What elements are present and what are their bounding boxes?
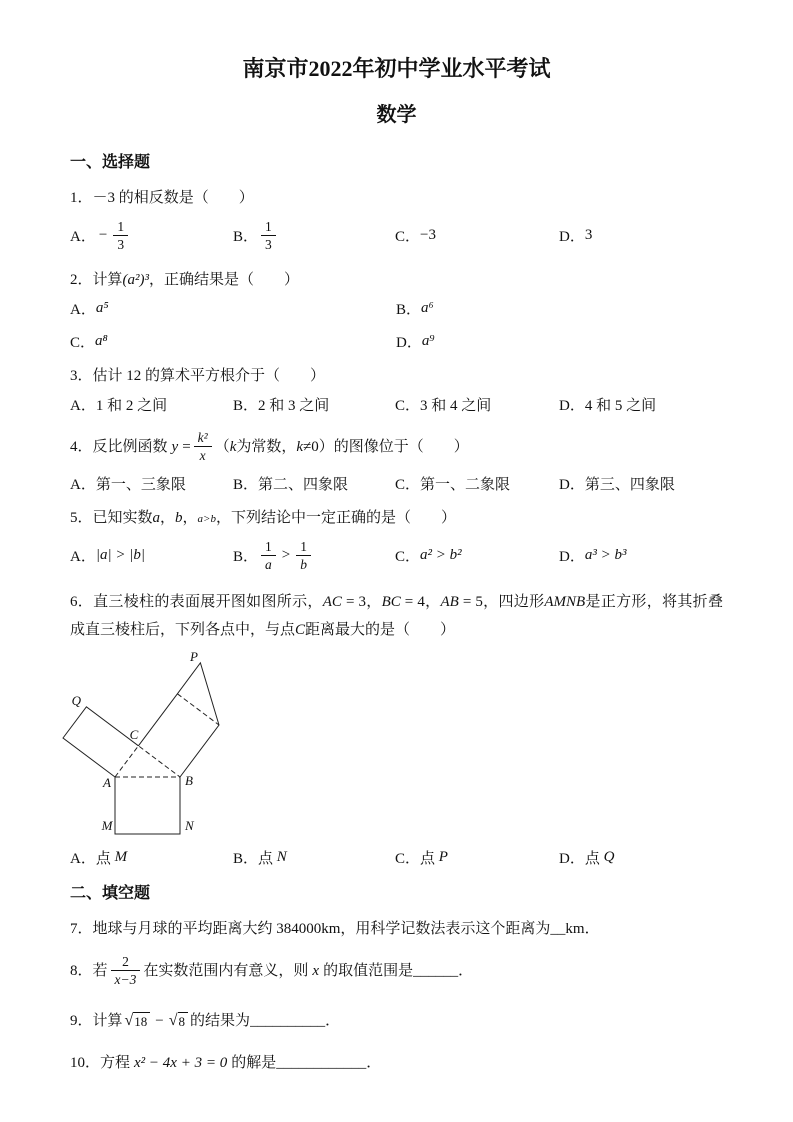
option-label: C．	[395, 549, 421, 566]
figure-label-n: N	[185, 817, 194, 833]
option-5-a	[70, 545, 233, 566]
question-1-stem: 1．－3 的相反数是（ ）	[70, 189, 254, 206]
option-label: C．	[70, 334, 96, 351]
equation: x² − 4x + 3 = 0	[134, 1054, 228, 1071]
answer-blank: __	[550, 920, 566, 937]
question-3-stem: 3．估计 12 的算术平方根介于（ ）	[70, 367, 326, 384]
stem-text: ．	[458, 962, 474, 979]
stem-text: ≠0）的图像位于（ ）	[303, 438, 469, 455]
sqrt-expression	[125, 1012, 151, 1030]
option-6-d	[559, 847, 723, 868]
option-label: D．	[559, 549, 585, 566]
stem-text: km．	[565, 920, 600, 937]
option-label: A．点	[70, 850, 115, 867]
stem-text: 的解是	[231, 1054, 277, 1071]
stem-text: 是正方形，将其折叠成直三棱柱后，下列各点中，与点	[70, 593, 723, 639]
condition-a-gt-b: a>b	[197, 512, 216, 525]
question-6-stem	[70, 588, 723, 645]
option-value: |a| > |b|	[95, 547, 145, 564]
fraction-numerator: 1	[296, 539, 311, 557]
option-4-c: C．第一、二象限	[395, 476, 511, 493]
fraction-denominator: 3	[265, 237, 272, 253]
segment-AB: AB	[440, 593, 459, 610]
question-1-options	[70, 216, 723, 256]
prism-net-figure	[52, 651, 228, 841]
variable-x: x	[312, 962, 320, 979]
option-point: N	[276, 848, 287, 865]
stem-text: 2．计算	[70, 271, 123, 288]
figure-solid-outline	[63, 662, 219, 833]
stem-text: 10．方程	[70, 1054, 131, 1071]
stem-text: （	[214, 438, 230, 455]
stem-text: = 5，四边形	[458, 593, 545, 610]
figure-label-m: M	[101, 817, 113, 833]
option-label: B．	[233, 229, 259, 246]
option-1-c	[395, 225, 559, 246]
fraction-numerator: 1	[261, 539, 276, 557]
option-value: a⁶	[421, 299, 434, 316]
option-6-a	[70, 847, 233, 868]
stem-text: ，正确结果是（ ）	[149, 271, 300, 288]
question-7	[70, 917, 723, 941]
option-3-a: A．1 和 2 之间	[70, 397, 168, 414]
question-3	[70, 364, 723, 415]
stem-text: 距离最大的是（ ）	[305, 622, 456, 639]
option-5-b	[233, 539, 395, 573]
radical-sign-icon: √	[168, 1011, 178, 1029]
option-value: a² > b²	[420, 547, 462, 564]
stem-text: 在实数范围内有意义，则	[143, 962, 309, 979]
greater-than-sign: >	[281, 547, 291, 564]
question-4-options	[70, 473, 723, 494]
stem-text: ．	[325, 1012, 341, 1029]
fraction	[261, 539, 276, 573]
fraction-denominator: 3	[117, 237, 125, 253]
option-label: A．	[70, 301, 96, 318]
option-value: a⁵	[95, 299, 109, 316]
fraction	[113, 219, 128, 253]
variable-k: k	[229, 438, 237, 455]
variable-k: k	[296, 438, 304, 455]
question-6-options	[70, 847, 723, 868]
option-3-d: D．4 和 5 之间	[559, 397, 657, 414]
question-6	[70, 588, 723, 868]
option-2-c	[70, 331, 396, 352]
option-3-b: B．2 和 3 之间	[233, 397, 330, 414]
option-1-d	[559, 225, 723, 246]
minus-sign: −	[98, 227, 108, 244]
sqrt-expression	[169, 1012, 188, 1030]
stem-text: 9．计算	[70, 1012, 123, 1029]
fraction-numerator: 2	[111, 954, 141, 972]
option-value: a⁹	[421, 332, 435, 349]
fraction-numerator: k²	[194, 430, 212, 448]
question-7-stem	[70, 917, 723, 941]
fraction	[261, 219, 276, 253]
question-8-stem	[70, 951, 723, 991]
option-label: B．点	[233, 850, 277, 867]
fraction-denominator: b	[300, 557, 307, 573]
figure-label-q: Q	[71, 692, 81, 708]
option-2-a	[70, 298, 396, 319]
option-1-a	[70, 219, 233, 253]
answer-blank: ____________	[276, 1054, 367, 1071]
fraction-denominator: x−3	[114, 972, 137, 988]
equals-sign: =	[182, 438, 191, 455]
fraction	[111, 954, 141, 988]
option-2-d	[396, 331, 723, 352]
option-value: 3	[584, 227, 593, 244]
segment-BC: BC	[381, 593, 401, 610]
quad-AMNB: AMNB	[544, 593, 586, 610]
option-4-b: B．第二、四象限	[233, 476, 349, 493]
subject-title: 数学	[376, 103, 417, 126]
fraction	[296, 539, 311, 573]
stem-text: 4．反比例函数	[70, 438, 168, 455]
stem-text: 为常数，	[236, 438, 297, 455]
option-value: a³ > b³	[584, 547, 627, 564]
question-4-stem	[70, 427, 723, 467]
segment-AC: AC	[322, 593, 342, 610]
option-6-b	[233, 847, 395, 868]
option-label: D．	[559, 229, 585, 246]
answer-blank: __________	[250, 1012, 326, 1029]
option-label: C．点	[395, 850, 439, 867]
option-5-c	[395, 545, 559, 566]
question-2-options	[70, 298, 723, 352]
option-label: B．	[396, 301, 422, 318]
stem-text: 8．若	[70, 962, 108, 979]
option-point: M	[114, 848, 128, 865]
figure-label-c: C	[129, 726, 139, 742]
stem-text: 6．直三棱柱的表面展开图如图所示，	[70, 593, 323, 610]
question-1	[70, 186, 723, 256]
option-label: A．	[70, 549, 96, 566]
stem-text: 的取值范围是	[323, 962, 414, 979]
option-label: D．	[396, 334, 422, 351]
option-label: C．	[395, 229, 421, 246]
option-2-b	[396, 298, 723, 319]
figure-label-b: B	[185, 772, 193, 788]
question-3-options	[70, 394, 723, 415]
stem-text: 的结果为	[190, 1012, 251, 1029]
section-heading-fill: 二、填空题	[70, 884, 151, 902]
option-label: D．点	[559, 850, 604, 867]
stem-text: ．	[366, 1054, 382, 1071]
option-point: P	[438, 848, 448, 865]
question-5	[70, 506, 723, 576]
radicand: 8	[178, 1012, 189, 1030]
variable-y: y	[171, 438, 179, 455]
option-point: Q	[603, 848, 615, 865]
stem-text: = 4，	[400, 593, 441, 610]
fraction-numerator: 1	[113, 219, 128, 237]
question-9-stem	[70, 1001, 723, 1041]
variable-b: b	[175, 509, 183, 526]
option-4-d: D．第三、四象限	[559, 476, 675, 493]
fraction-denominator: a	[265, 557, 272, 573]
stem-text: 7．地球与月球的平均距离大约 384000km，用科学记数法表示这个距离为	[70, 920, 551, 937]
option-1-b	[233, 219, 395, 253]
stem-text: 5．已知实数	[70, 509, 153, 526]
fraction-denominator: x	[199, 448, 206, 464]
fraction-numerator: 1	[261, 219, 276, 237]
question-10-stem	[70, 1051, 723, 1075]
option-3-c: C．3 和 4 之间	[395, 397, 492, 414]
page-title: 南京市2022年初中学业水平考试	[242, 56, 551, 81]
question-8	[70, 951, 723, 991]
stem-text: = 3，	[341, 593, 382, 610]
question-9	[70, 1001, 723, 1041]
question-10	[70, 1051, 723, 1075]
point-C: C	[295, 622, 306, 639]
option-label: B．	[233, 549, 259, 566]
option-5-d	[559, 545, 723, 566]
option-value: −3	[420, 227, 436, 244]
radical-sign-icon: √	[124, 1011, 134, 1029]
figure-label-a: A	[103, 774, 111, 790]
minus-sign: −	[155, 1012, 164, 1029]
variable-a: a	[152, 509, 161, 526]
question-5-options	[70, 536, 723, 576]
option-value: a⁸	[95, 332, 108, 349]
question-2	[70, 268, 723, 352]
question-4	[70, 427, 723, 494]
option-6-c	[395, 847, 559, 868]
question-2-stem	[70, 268, 723, 292]
math-expression: (a²)³	[122, 271, 149, 288]
section-heading-choice: 一、选择题	[70, 153, 151, 171]
radicand: 18	[133, 1012, 150, 1030]
stem-text: ，	[182, 509, 198, 526]
answer-blank: ______	[413, 962, 459, 979]
question-5-stem	[70, 506, 723, 530]
stem-text: ，	[160, 509, 176, 526]
stem-text: ，下列结论中一定正确的是（ ）	[215, 509, 456, 526]
option-4-a: A．第一、三象限	[70, 476, 186, 493]
option-label: A．	[70, 229, 96, 246]
figure-label-p: P	[190, 650, 198, 664]
fraction	[194, 430, 212, 464]
